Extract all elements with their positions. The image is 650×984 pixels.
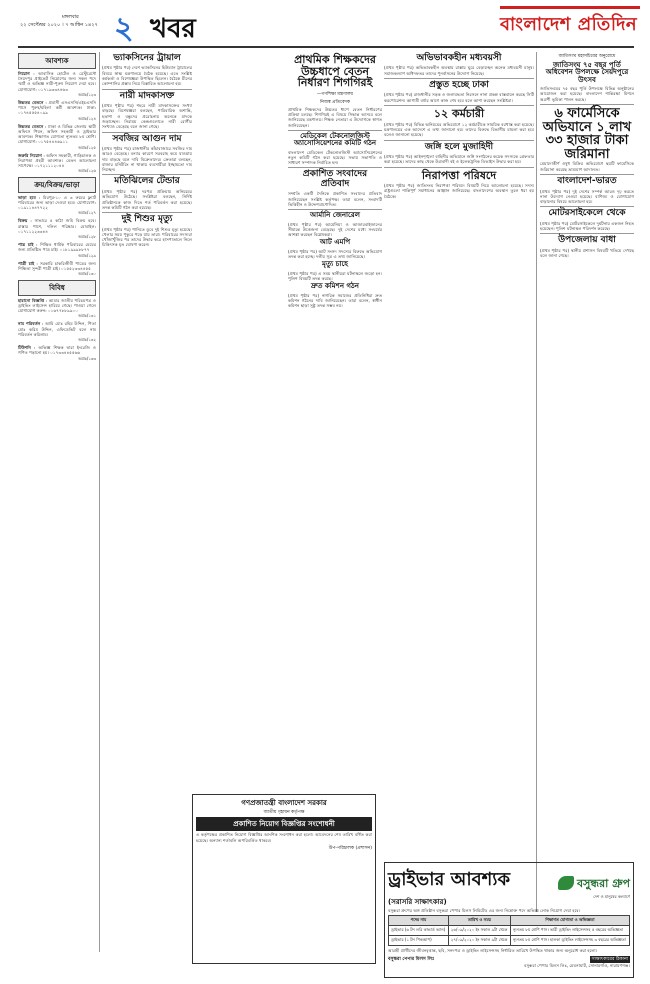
- page-header: [0, 0, 650, 54]
- classified-ad-title: পাত্রী চাই: [18, 260, 35, 266]
- headline[interactable]: মতিঝিলের টেন্ডার: [114, 176, 180, 187]
- news-column-2: [102, 52, 192, 912]
- classified-ad-title: উচ্চতর বেতনে: [18, 100, 44, 106]
- notice-text: এ কর্তৃপক্ষের প্রকাশিত নিয়োগ বিজ্ঞপ্তির আংশিক সংশোধন করা হলো। আবেদনের শেষ তারিখ বর্ধিত করা হয়েছে। অন্যান্য শর্তাবলি অপরিবর্তিত থাকবে।: [196, 832, 372, 843]
- column-header: পদের নাম: [389, 916, 449, 926]
- article-text: জাতিসংঘের ৭৫ বছর পূর্তি উপলক্ষে বিভিন্ন অনুষ্ঠানের আয়োজন করা হয়েছে। বাংলাদেশ শান্তিরক্ষা মিশনে অগ্রণী ভূমিকা পালন করছে।: [540, 86, 634, 102]
- kicker: জাতিসংঘ মহাসচিবের অনুরোধে: [558, 54, 616, 59]
- classifieds-column: [18, 52, 96, 952]
- article-text: মেয়াদোত্তীর্ণ ওষুধ বিক্রির অভিযোগে ছয়টি ফার্মেসিকে জরিমানা করেছে ভ্রাম্যমাণ আদালত।: [540, 161, 634, 172]
- classified-ad-ref: অপ্রঃ/১৩৩: [78, 355, 96, 361]
- classified-ad-title: জরুরি নিয়োগ: [18, 152, 42, 158]
- news-column-4: [384, 52, 534, 912]
- headline[interactable]: নিরাপত্তা পরিষদে: [421, 168, 497, 182]
- venue-label: সাক্ষাৎকারের ঠিকানা: [591, 956, 628, 962]
- section-title: খবর: [150, 14, 196, 44]
- classified-ad[interactable]: নাম পরিবর্তন : আমি মোঃ রহিম উদ্দিন, পিতা মোঃ করিম উদ্দিন, এফিডেভিট বলে নাম পরিবর্তন করিলাম। অপ্রঃ/১৩২: [18, 321, 96, 342]
- ad-note: আগ্রহী প্রার্থীদের জীবনবৃত্তান্ত, ছবি, সনদপত্র ও ড্রাইভিং লাইসেন্সসহ নির্ধারিত তারিখে উপস্থিত থাকার জন্য অনুরোধ করা হলো।: [388, 948, 598, 954]
- table-header-row: [389, 916, 630, 926]
- article-text: (প্রথম পৃষ্ঠার পর) দেশে ভ্যাকসিনের হিউম্যান ট্রায়ালের বিষয়ে স্বাস্থ্য মন্ত্রণালয়ে বৈঠক হয়েছে। এতে সংশ্লিষ্ট কর্মকর্তা ও বিশেষজ্ঞরা উপস্থিত ছিলেন। বৈঠকে চীনের কোম্পানির প্রস্তাব নিয়ে বিস্তারিত আলোচনা হয়।: [102, 65, 192, 87]
- classified-ad-title: ভাড়া হবে: [18, 194, 36, 200]
- classified-ad-text: শিক্ষিত ধার্মিক পরিবারের মেয়ের জন্য প্রতিষ্ঠিত পাত্র চাই। ০১৮১৯৯৯৮৮৭৭: [18, 242, 96, 253]
- position-table: [388, 915, 630, 946]
- classified-ad[interactable]: পাত্রী চাই : সরকারি চাকরিজীবী পাত্রের জন্য শিক্ষিতা সুন্দরী পাত্রী চাই। ০১৫৫২৩৩৪৪৫৫ অপ্রঃ/১৩০: [18, 260, 97, 277]
- article-text: (প্রথম পৃষ্ঠার পর) দুই দেশের সম্পর্ক আরও দৃঢ় করতে নানা উদ্যোগ নেওয়া হয়েছে। বাণিজ্য ও যোগাযোগ বাড়ানোর বিষয়ে আলোচনা হয়।: [540, 188, 634, 205]
- headline[interactable]: জঙ্গি হলে মুজাহিদী: [424, 141, 494, 152]
- article-text: (প্রথম পৃষ্ঠার পর) নাগরিক সমাজের প্রতিনিধিরা দ্রুত কমিশন গঠনের দাবি জানিয়েছেন। তারা বলেন, স্বাধীন কমিশন ছাড়া সুষ্ঠু তদন্ত সম্ভব নয়।: [288, 292, 382, 309]
- classified-list: [18, 71, 96, 174]
- notice-authority: জাতীয় গৃহায়ন কর্তৃপক্ষ: [263, 810, 305, 816]
- classified-ad[interactable]: ভাড়া হবে : মিরপুর-১০ এ ৩ রুমের ফ্ল্যাট পরিবারের জন্য ভাড়া দেওয়া হবে। যোগাযোগ: ০১৯১১৪৪৭৭২২ অপ্রঃ/১২৭: [18, 194, 96, 216]
- government-notice: [192, 794, 376, 964]
- classified-ad-ref: অপ্রঃ/১৩০: [78, 271, 96, 277]
- classified-ad-title: উচ্চতর বেতনে: [18, 123, 44, 129]
- headline-source: —গণশিক্ষা মন্ত্রণালয়: [316, 91, 354, 97]
- classified-ad-title: পাত্র চাই: [18, 242, 34, 248]
- classified-ad-ref: অপ্রঃ/১২৬: [78, 168, 96, 174]
- divider: [384, 78, 534, 79]
- classified-ad-ref: অপ্রঃ/১২৪: [78, 115, 96, 121]
- company-logo-block: [558, 872, 630, 901]
- table-cell: ন্যূনতম ৮ম শ্রেণি পাস। হালকা ড্রাইভিং লাইসেন্সসহ ৩ বছরের অভিজ্ঞতা: [510, 936, 629, 946]
- article-text: (প্রথম পৃষ্ঠার পর) বিভিন্ন অনিয়মের অভিযোগে ১২ কর্মচারীকে সাময়িক বরখাস্ত করা হয়েছে। মন্ত্রণালয়ের এক আদেশে এ তথ্য জানানো হয়। তাদের বিরুদ্ধে বিভাগীয় মামলা করা হবে বলেও জানানো হয়েছে।: [384, 121, 534, 138]
- article-text: (প্রথম পৃষ্ঠার পর) রাজধানীর কাঁচাবাজারে সবজির দাম আরও বেড়েছে। বন্যার কারণে সরবরাহ কমে যাওয়ায় দাম বাড়ছে বলে দাবি বিক্রেতাদের। ক্রেতারা বলছেন, বাজার মনিটরিং না থাকায় ব্যবসায়ীরা ইচ্ছামতো দাম নিচ্ছেন।: [102, 145, 192, 173]
- ad-subtitle: (সরাসরি সাক্ষাৎকার): [388, 898, 447, 906]
- classified-list: [18, 298, 96, 361]
- headline[interactable]: ভ্যাকসিনের ট্রায়াল: [113, 53, 181, 63]
- classified-ad[interactable]: বিক্রয় : সাভারে ৫ কাঠা জমি বিক্রয় হবে। রাস্তার পাশে, দলিল পরিষ্কার। মোবাইল: ০১৭১১২২৩৩৪৪ অপ্রঃ/১২৮: [18, 218, 96, 240]
- column-divider: [536, 52, 537, 912]
- column-divider: [99, 52, 100, 952]
- classified-ad-title: টিউশনি: [18, 345, 31, 351]
- table-cell: ন্যূনতম ৮ম শ্রেণি পাস। ভারী ড্রাইভিং লাইসেন্সসহ ৫ বছরের অভিজ্ঞতা: [510, 926, 629, 936]
- article-text: সম্প্রতি একটি দৈনিকে প্রকাশিত সংবাদের প্রতিবাদ জানিয়েছেন সংশ্লিষ্ট কর্তৃপক্ষ। তারা বলেন, সংবাদটি ভিত্তিহীন ও উদ্দেশ্যপ্রণোদিত।: [288, 191, 382, 207]
- headline[interactable]: নারী মাদকাসক্ত: [119, 90, 175, 101]
- headline[interactable]: জাতিসংঘ ৭৫ বছর পূর্তি অধিবেশন উপলক্ষে সৈয়দপুরে উৎসব: [545, 61, 629, 84]
- ad-intro: বসুন্ধরা গ্রুপের অঙ্গ প্রতিষ্ঠান বসুন্ধরা পেপার মিলস লিমিটেড এর জন্য নিম্নোক্ত পদে অভিজ্ঞ লোক নিয়োগ দেয়া হবে।: [388, 908, 581, 913]
- classified-ad-text: আমার জাতীয় পরিচয়পত্র ও ড্রাইভিং লাইসেন্স হারিয়ে গেছে। পাওয়া গেলে যোগাযোগ করুন: ০১৬৭৭৮৮৯৯০০: [18, 297, 97, 313]
- article-text: (প্রথম পৃষ্ঠার পর) আট সংসদ সদস্যের বিরুদ্ধে অভিযোগ তদন্ত করা হচ্ছে। দলীয় সূত্র এ তথ্য জানিয়েছে।: [288, 248, 382, 260]
- classified-ad-text: সরকারি চাকরিজীবী পাত্রের জন্য শিক্ষিতা সুন্দরী পাত্রী চাই। ০১৫৫২৩৩৪৪৫৫: [18, 260, 97, 272]
- issue-day: মঙ্গলবার: [62, 14, 79, 20]
- article-text: প্রাথমিক শিক্ষকদের উচ্চতর ধাপে বেতন নির্ধারণের প্রক্রিয়া চলছে। শিগগিরই এ বিষয়ে সিদ্ধান্ত আসবে বলে জানিয়েছে মন্ত্রণালয়। শিক্ষক নেতারা এ উদ্যোগকে স্বাগত জানিয়েছেন।: [288, 106, 382, 128]
- classified-ad-ref: অপ্রঃ/১২৩: [78, 91, 96, 97]
- article-text: (প্রথম পৃষ্ঠার পর) অভিভাবকহীন অবস্থায় রাস্তায় ঘুরে বেড়াচ্ছেন অনেক মধ্যবয়সী মানুষ। সমাজকল্যাণ অধিদফতর তাদের পুনর্বাসনের উদ্যোগ নিয়েছে।: [384, 65, 534, 76]
- headline[interactable]: আর্মানি জেনারেল: [310, 211, 360, 220]
- classified-ad-title: বিক্রয়: [18, 218, 28, 224]
- classified-ad[interactable]: পাত্র চাই : শিক্ষিত ধার্মিক পরিবারের মেয়ের জন্য প্রতিষ্ঠিত পাত্র চাই। ০১৮১৯৯৯৮৮৭৭ অপ্রঃ/১২৯: [18, 242, 96, 258]
- classified-section-header: বিবিধ: [18, 280, 96, 296]
- headline[interactable]: দ্রুত কমিশন গঠন: [311, 282, 359, 291]
- classified-ad-text: ঢাকা ও বিভিন্ন জেলায় স্থায়ী অফিসে পিয়ন, অফিস সহকারী ও ড্রাইভার আবশ্যক। শিক্ষাগত যোগ্যতা ন্যূনতম ৮ম শ্রেণি। যোগাযোগ: ০১৭৫৪৪৪৬৯১১: [18, 123, 96, 145]
- notice-signatory: উপ-পরিচালক (প্রশাসন): [328, 845, 372, 851]
- divider: [102, 132, 192, 133]
- divider: [540, 174, 634, 175]
- headline[interactable]: প্রকাশিত সংবাদের প্রতিবাদ: [302, 169, 368, 189]
- classified-section-header: আবশ্যক: [18, 53, 96, 69]
- article-text: (প্রথম পৃষ্ঠার পর) আর্মেনিয়া ও আজারবাইজানের সীমান্তে উত্তেজনা বেড়েছে। দুই দেশের মধ্যে সংঘর্ষের আশঙ্কা করছেন বিশ্লেষকরা।: [288, 221, 382, 238]
- table-cell: ২৬/০৯/২০২০ ইং সকাল ৯টা থেকে: [448, 926, 510, 936]
- classified-ad-ref: অপ্রঃ/১২৭: [78, 210, 96, 216]
- classified-ad-text: প্রবাসী এসএসসি/এইচএসসি পাসে পুরুষ/মহিলা কর্মী আবশ্যক। ঢাকা: ০১৭৪৫৫৫৪০৯৯: [18, 100, 96, 116]
- article-text: (প্রথম পৃষ্ঠার পর) মোটরসাইকেলে দুর্ঘটনায় একজন নিহত হয়েছেন। পুলিশ ঘটনাস্থল পরিদর্শন করেছে।: [540, 220, 634, 232]
- newspaper-logo[interactable]: বাংলাদেশ প্রতিদিন: [500, 14, 638, 35]
- bashundhara-logo-icon: [558, 876, 574, 890]
- classified-ad-text: আমি মোঃ রহিম উদ্দিন, পিতা মোঃ করিম উদ্দিন, এফিডেভিট বলে নাম পরিবর্তন করিলাম।: [18, 321, 96, 337]
- article-text: (প্রথম পৃষ্ঠার পর) রাজধানীর সড়ক ও জলাবদ্ধতা নিরসনে নানা প্রকল্প বাস্তবায়ন করছে সিটি করপোরেশন। আগামী বর্ষার আগে কাজ শেষ হবে বলে আশা করছেন সংশ্লিষ্টরা।: [384, 92, 534, 103]
- table-row: [389, 936, 630, 946]
- classified-ad-ref: অপ্রঃ/১৩২: [78, 336, 96, 342]
- logo-accent-bar: [500, 6, 640, 9]
- classified-ad-text: মিরপুর-১০ এ ৩ রুমের ফ্ল্যাট পরিবারের জন্য ভাড়া দেওয়া হবে। যোগাযোগ: ০১৯১১৪৪৭৭২২: [18, 194, 96, 211]
- article-text: (প্রথম পৃষ্ঠার পর) এ সময় স্থানীয়রা ঘটনাস্থলে জড়ো হন। পুলিশ বিষয়টি তদন্ত করছে।: [288, 270, 382, 281]
- headline[interactable]: ৬ ফার্মেসিকে অভিযানে ১ লাখ ৩৩ হাজার টাকা জরিমানা: [542, 105, 632, 162]
- company-name: বসুন্ধরা গ্রুপ: [576, 877, 630, 890]
- table-cell: ড্রাইভার (৬ টন লরি কাভার্ড ভ্যান): [389, 926, 449, 936]
- classified-ad-title: নাম পরিবর্তন: [18, 321, 41, 327]
- classified-ad-text: সাভারে ৫ কাঠা জমি বিক্রয় হবে। রাস্তার পাশে, দলিল পরিষ্কার। মোবাইল: ০১৭১১২২৩৩৪৪: [18, 218, 96, 234]
- classified-ad-title: নিয়োগ: [18, 71, 30, 76]
- classified-ad-text: অভিজ্ঞ শিক্ষক দ্বারা ইংরেজি ও গণিত পড়ানো হয়। ০১৭৩৩৪৪৫৫৬৬: [18, 345, 96, 356]
- table-row: [389, 926, 630, 936]
- headline[interactable]: প্রাথমিক শিক্ষকদের উচ্চধাপে বেতন নির্ধারণ শিগগিরই: [294, 53, 376, 90]
- classified-ad[interactable]: উচ্চতর বেতনে : প্রবাসী এসএসসি/এইচএসসি পাসে পুরুষ/মহিলা কর্মী আবশ্যক। ঢাকা: ০১৭৪৫৫৫৪০৯৯ অপ্রঃ/১২৪: [18, 100, 96, 121]
- classified-ad-ref: অপ্রঃ/১২৯: [78, 252, 96, 258]
- classified-ad-text: আবাসিক হোটেল ও রেস্টুরেন্টে সৈয়দপুর প্রাইভেট নিয়োগের জন্য সকল পদে স্মার্ট ও অভিজ্ঞ নারী-পুরুষ নিয়োগ দেয়া হবে। যোগাযোগ: ০১৭১৯৩৩৪৪৬৩: [18, 71, 96, 92]
- ad-title: ড্রাইভার আবশ্যক: [388, 869, 511, 890]
- headline[interactable]: মোটরসাইকেলে থেকে: [548, 208, 626, 219]
- column-header: শিক্ষাগত যোগ্যতা ও অভিজ্ঞতা: [510, 916, 629, 926]
- table-cell: ড্রাইভার (১ টন পিকআপ): [389, 936, 449, 946]
- news-column-3: [288, 52, 382, 912]
- classified-ad[interactable]: নিয়োগ : আবাসিক হোটেল ও রেস্টুরেন্টে সৈয়দপুর প্রাইভেট নিয়োগের জন্য সকল পদে স্মার্ট ও অভিজ্ঞ নারী-পুরুষ নিয়োগ দেয়া হবে। যোগাযোগ: ০১৭১৯৩৩৪৪৬৩ অপ্রঃ/১২৩: [18, 71, 96, 97]
- headline[interactable]: মেডিকেল টেকনোলজিস্ট অ্যাসোসিয়েশনের কমিটি গঠন: [293, 131, 377, 148]
- article-text: বাংলাদেশ মেডিকেল টেকনোলজিস্ট অ্যাসোসিয়েশনের নতুন কমিটি গঠন করা হয়েছে। সভায় সভাপতি ও সাধারণ সম্পাদক নির্বাচিত হন।: [288, 149, 382, 166]
- recruitment-ad: [384, 862, 634, 978]
- column-header: তারিখ ও সময়: [448, 916, 510, 926]
- article-text: (প্রথম পৃষ্ঠার পর) স্থানীয় প্রশাসন বিষয়টি খতিয়ে দেখছে বলে জানা গেছে।: [540, 247, 634, 259]
- article-text: (প্রথম পৃষ্ঠার পর) পানিতে ডুবে দুই শিশুর মৃত্যু হয়েছে। খেলার সময় পুকুরে পড়ে যায় তারা। পরিবারের সদস্যরা খোঁজাখুঁজির পর তাদের উদ্ধার করে হাসপাতালে নিলে চিকিৎসক মৃত ঘোষণা করেন।: [102, 226, 192, 248]
- divider: [102, 89, 192, 90]
- byline: নিজস্ব প্রতিবেদক: [319, 99, 351, 105]
- divider: [384, 140, 534, 141]
- headline[interactable]: ১২ কর্মচারী: [433, 107, 485, 121]
- company-tagline: দেশ ও মানুষের কল্যাণে: [593, 894, 630, 899]
- article-text: (প্রথম পৃষ্ঠার পর) জাতিসংঘ নিরাপত্তা পরিষদে বিষয়টি নিয়ে আলোচনা হয়েছে। সদস্য রাষ্ট্রগুলো শান্তিপূর্ণ সমাধানের আহ্বান জানিয়েছে। বাংলাদেশের অবস্থান তুলে ধরা হয় বৈঠকে।: [384, 183, 534, 199]
- divider: [540, 104, 634, 105]
- notice-title-bar: প্রকাশিত নিয়োগ বিজ্ঞপ্তির সংশোধনী: [196, 817, 372, 831]
- classified-ad-ref: অপ্রঃ/১৩১: [78, 313, 96, 319]
- divider: [384, 167, 534, 168]
- issue-date: ২২ সেপ্টেম্বর ২০২০ । ৭ আশ্বিন ১৪২৭: [20, 22, 98, 28]
- headline[interactable]: অভিভাবকহীন মধ্যবয়সী: [416, 53, 502, 63]
- classified-ad[interactable]: উচ্চতর বেতনে : ঢাকা ও বিভিন্ন জেলায় স্থায়ী অফিসে পিয়ন, অফিস সহকারী ও ড্রাইভার আবশ্যক। শিক্ষাগত যোগ্যতা ন্যূনতম ৮ম শ্রেণি। যোগাযোগ: ০১৭৫৪৪৪৬৯১১ অপ্রঃ/১২৫: [18, 123, 96, 150]
- news-column-5: [540, 52, 634, 912]
- divider: [384, 105, 534, 106]
- classified-ad[interactable]: জরুরি নিয়োগ : অফিস সহকারী, গাড়িচালক ও নিরাপত্তা প্রহরী আবশ্যক। বেতন আলোচনা সাপেক্ষে। ০১৭২১১১২০৪৪ অপ্রঃ/১২৬: [18, 152, 96, 174]
- headline[interactable]: প্রস্তুত হচ্ছে ঢাকা: [429, 80, 489, 91]
- venue-address: বসুন্ধরা পেপার মিলস লিঃ, মেঘনাঘাট, সোনারগাঁও, নারায়ণগঞ্জ।: [524, 962, 630, 968]
- page-number: ২: [114, 11, 134, 46]
- headline[interactable]: উপজেলায় বাধা: [558, 235, 616, 246]
- article-text: (প্রথম পৃষ্ঠার পর) দরপত্র প্রক্রিয়ায় অনিয়মের অভিযোগ উঠেছে। সংশ্লিষ্টরা বলছেন, নির্দিষ্ট প্রতিষ্ঠানকে কাজ দিতে শর্ত পরিবর্তন করা হয়েছে। তদন্ত কমিটি গঠন করা হয়েছে।: [102, 188, 192, 210]
- classified-ad-text: অফিস সহকারী, গাড়িচালক ও নিরাপত্তা প্রহরী আবশ্যক। বেতন আলোচনা সাপেক্ষে। ০১৭২১১১২০৪৪: [18, 152, 96, 169]
- headline[interactable]: মৃত্যু চাহে: [322, 260, 348, 269]
- notice-organization: গণপ্রজাতন্ত্রী বাংলাদেশ সরকার: [241, 799, 327, 807]
- classified-section-header: ক্রয়/বিক্রয়/ভাড়া: [18, 177, 96, 193]
- ad-header: [388, 865, 630, 908]
- divider: [288, 130, 382, 131]
- ad-title-block: [388, 865, 510, 908]
- article-text: (প্রথম পৃষ্ঠার পর) শহরে নারী মাদকাসক্তের সংখ্যা বাড়ছে। বিশেষজ্ঞরা বলছেন, পারিবারিক অশান্তি, হতাশা ও বন্ধুদের প্ররোচনায় অনেকে মাদকে জড়াচ্ছেন। নিরাময় কেন্দ্রগুলোতে নারী রোগীর সংখ্যাও বেড়েছে বলে জানা গেছে।: [102, 103, 192, 130]
- headline[interactable]: সবজির আগুন দাম: [112, 133, 182, 144]
- table-cell: ২৭/০৯/২০২০ ইং সকাল ৯টা থেকে: [448, 936, 510, 946]
- ad-footer: [388, 956, 630, 963]
- footer-company: বসুন্ধরা পেপার মিলস লিঃ: [388, 956, 435, 962]
- classified-ad[interactable]: টিউশনি : অভিজ্ঞ শিক্ষক দ্বারা ইংরেজি ও গণিত পড়ানো হয়। ০১৭৩৩৪৪৫৫৬৬ অপ্রঃ/১৩৩: [18, 345, 96, 361]
- header-rule: [18, 46, 634, 48]
- headline[interactable]: আট এমপি: [319, 238, 351, 247]
- divider: [102, 212, 192, 213]
- article-text: (প্রথম পৃষ্ঠার পর) আইনশৃঙ্খলা বাহিনীর অভিযানে জঙ্গি সংগঠনের কয়েক সদস্যকে গ্রেফতার করা হয়েছে। তাদের কাছ থেকে উগ্রবাদী বই ও ইলেকট্রনিক ডিভাইস উদ্ধার করা হয়।: [384, 153, 534, 165]
- classified-ad-ref: অপ্রঃ/১২৮: [78, 234, 96, 240]
- classified-ad-ref: অপ্রঃ/১২৫: [78, 144, 96, 150]
- classified-list: [18, 195, 96, 277]
- classified-ad-title: হারানো বিজ্ঞপ্তি: [18, 297, 45, 303]
- headline[interactable]: দুই শিশুর মৃত্যু: [121, 214, 173, 225]
- classified-ad[interactable]: হারানো বিজ্ঞপ্তি : আমার জাতীয় পরিচয়পত্র ও ড্রাইভিং লাইসেন্স হারিয়ে গেছে। পাওয়া গেলে যোগাযোগ করুন: ০১৬৭৭৮৮৯৯০০ অপ্রঃ/১৩১: [18, 297, 97, 319]
- headline[interactable]: বাংলাদেশ-ভারত: [557, 176, 617, 187]
